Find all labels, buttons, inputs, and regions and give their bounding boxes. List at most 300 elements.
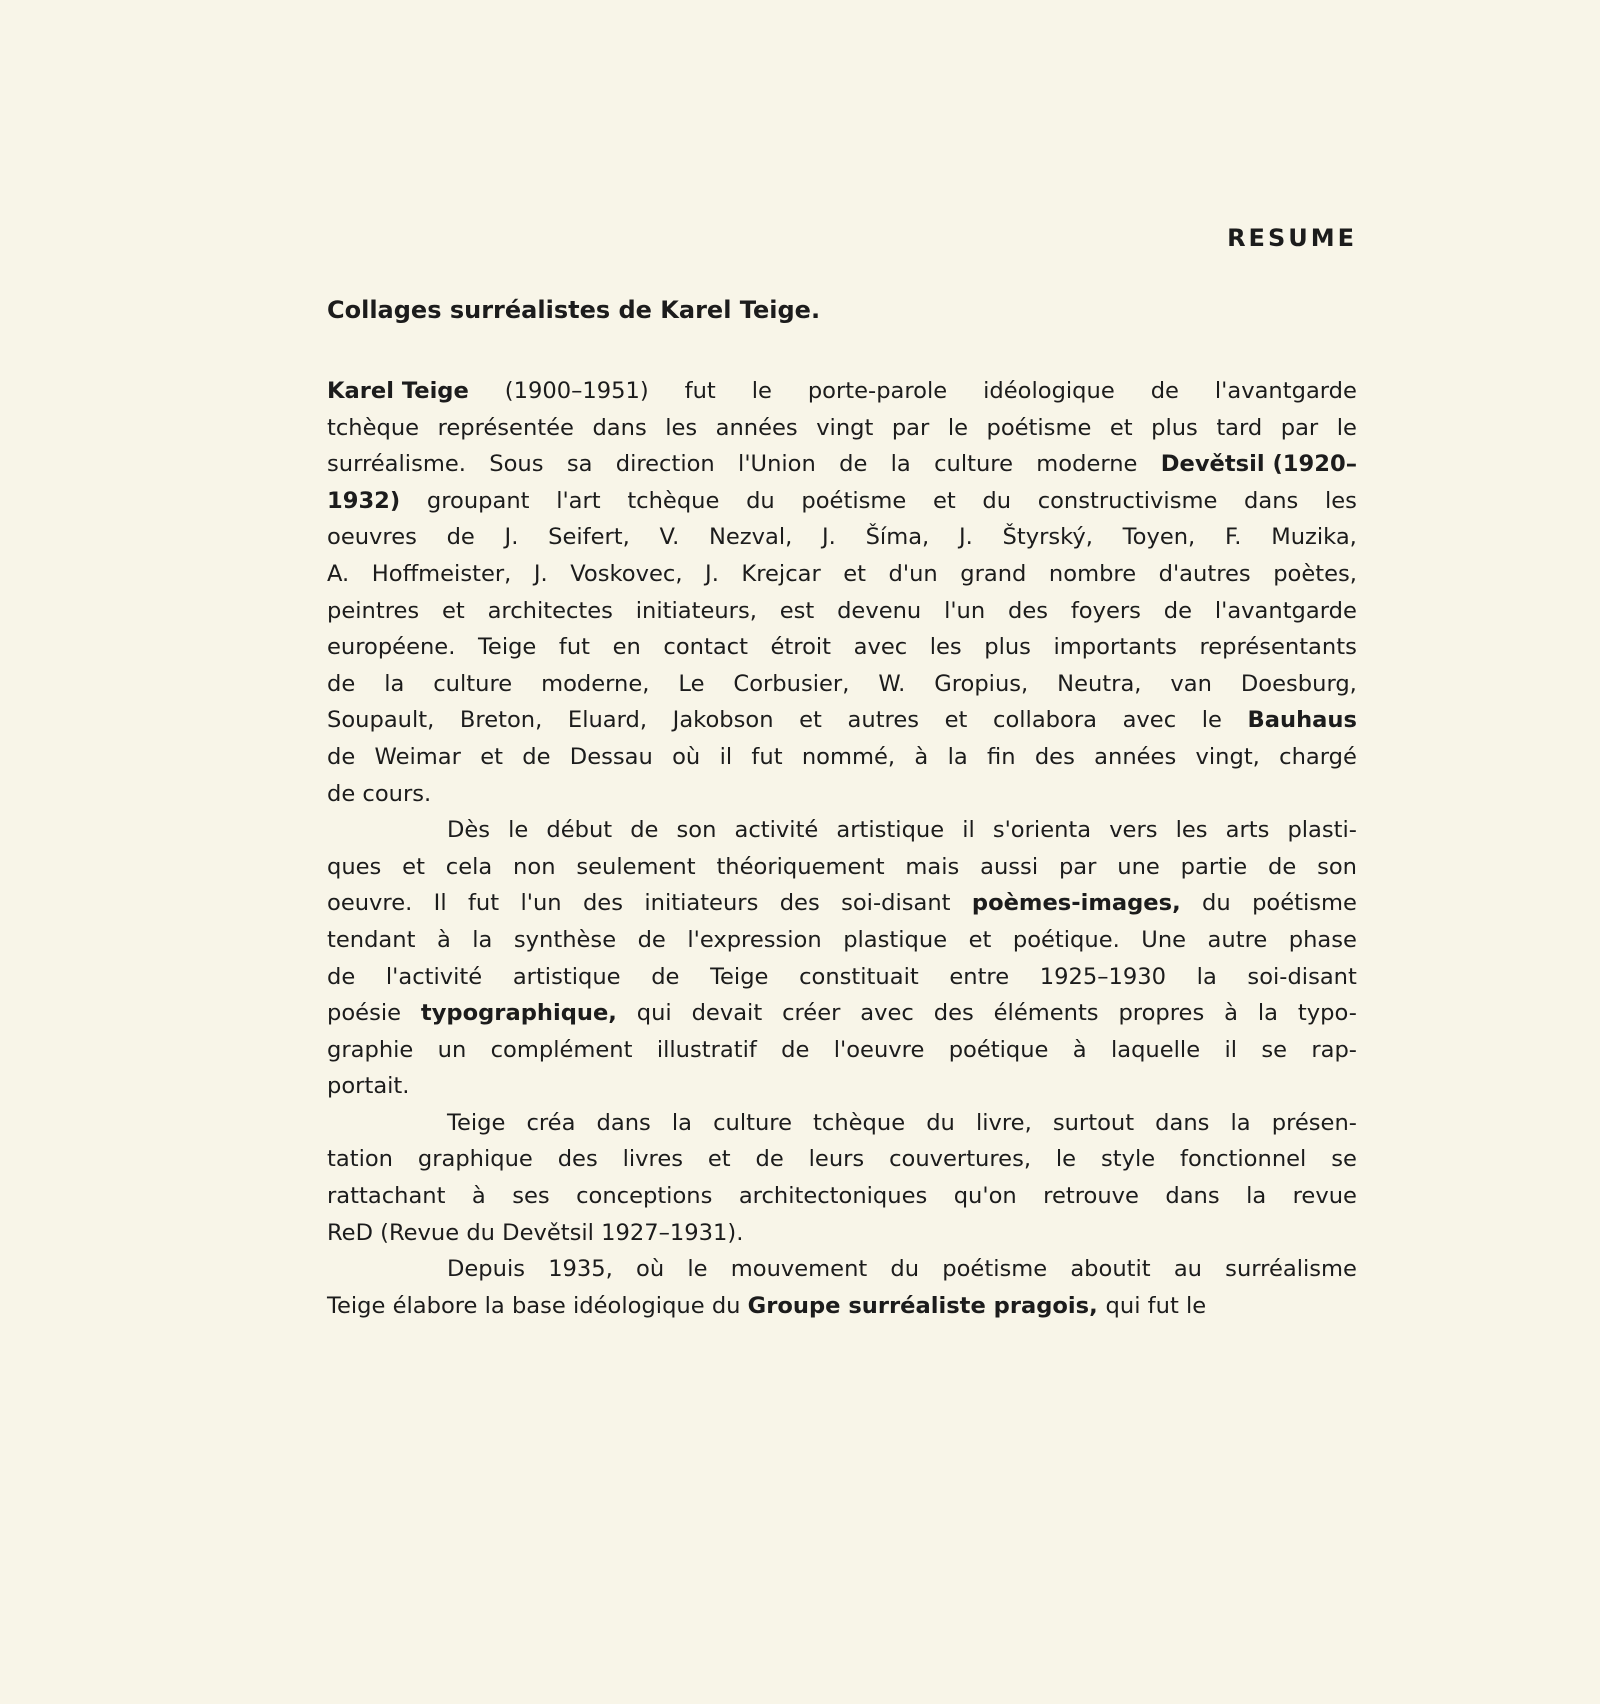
- word: l'Union: [738, 451, 816, 478]
- word: J.: [705, 560, 719, 587]
- word: cela: [445, 853, 493, 880]
- word: Toyen,: [1122, 524, 1196, 551]
- word: et: [707, 1146, 731, 1173]
- word: les: [929, 634, 962, 661]
- word: Soupault,: [327, 707, 435, 734]
- word: étroit: [770, 634, 832, 661]
- word: Une: [1141, 926, 1187, 953]
- section-heading: RESUME: [1227, 224, 1357, 252]
- text-line: [327, 1288, 1357, 1325]
- word: il: [1224, 1036, 1237, 1063]
- word: direction: [615, 451, 715, 478]
- word: qui: [636, 1000, 672, 1027]
- word: contact: [663, 634, 748, 661]
- word: collabora: [993, 707, 1097, 734]
- word: de: [1267, 853, 1297, 880]
- word: le: [1186, 1292, 1207, 1319]
- text-line: [327, 922, 1357, 959]
- word: Nezval,: [708, 524, 793, 551]
- word: Teige: [710, 963, 769, 990]
- word: Depuis: [447, 1256, 526, 1283]
- word: Dès: [447, 817, 491, 844]
- word: par: [1280, 414, 1319, 441]
- word: Šíma,: [865, 524, 930, 551]
- bold-word: Bauhaus: [1247, 707, 1357, 734]
- word: un: [437, 1036, 467, 1063]
- word: théoriquement: [716, 853, 885, 880]
- word: poétique.: [1012, 926, 1120, 953]
- word: où: [672, 743, 701, 770]
- word: de: [781, 1036, 810, 1063]
- word: années: [1094, 743, 1177, 770]
- word: le: [751, 378, 772, 404]
- word: l'art: [556, 487, 601, 514]
- word: grand: [960, 560, 1027, 587]
- text-line: [327, 739, 1357, 776]
- word: base: [511, 1292, 574, 1319]
- word: il: [719, 743, 733, 770]
- word: à: [914, 743, 929, 770]
- word: est: [779, 597, 815, 624]
- word: des: [779, 890, 820, 917]
- word: soi-disant: [1247, 963, 1357, 990]
- text-line: [327, 629, 1357, 666]
- text-line: [327, 410, 1357, 447]
- word: graphique: [417, 1146, 533, 1173]
- word: aussi: [980, 853, 1039, 880]
- word: par: [891, 414, 930, 441]
- word: tendant: [327, 926, 416, 953]
- word: représentants: [1199, 634, 1357, 661]
- word: J.: [504, 524, 519, 551]
- word: constituait: [799, 963, 919, 990]
- word: la: [1196, 963, 1217, 990]
- word: initiateurs: [644, 890, 759, 917]
- word: les: [665, 414, 698, 441]
- word: Doesburg,: [1240, 670, 1357, 697]
- word: à: [1224, 1000, 1238, 1027]
- word: en: [612, 634, 641, 661]
- word: rattachant: [327, 1183, 446, 1210]
- text-line: [327, 1251, 1357, 1288]
- word: du: [746, 487, 775, 514]
- word: d'autres: [1158, 560, 1251, 587]
- text-line: [327, 1032, 1357, 1069]
- text-line: [327, 812, 1357, 849]
- text-line: [327, 666, 1357, 703]
- word: qu'on: [953, 1183, 1017, 1210]
- word: de: [327, 963, 356, 990]
- word: plastique: [843, 926, 948, 953]
- word: Weimar: [374, 743, 461, 770]
- word: devenu: [837, 597, 922, 624]
- word: de: [755, 1146, 784, 1173]
- word: artistique: [512, 963, 621, 990]
- word: l'expression: [687, 926, 822, 953]
- word: la: [484, 1292, 512, 1319]
- word: laquelle: [1110, 1036, 1201, 1063]
- word: et: [944, 707, 968, 734]
- word: partie: [1180, 853, 1248, 880]
- word: se: [1261, 1036, 1287, 1063]
- word: Seifert,: [548, 524, 630, 551]
- word: culture: [433, 670, 513, 697]
- word: fut: [1147, 1292, 1186, 1319]
- word: poètes,: [1273, 560, 1357, 587]
- word: avec: [1122, 707, 1177, 734]
- word: (1900–1951): [504, 378, 649, 404]
- word: Muzika,: [1271, 524, 1357, 551]
- word: le: [1336, 414, 1357, 441]
- word: à: [436, 926, 451, 953]
- word: groupant: [426, 487, 530, 514]
- word: l'oeuvre: [833, 1036, 925, 1063]
- word: avec: [860, 1000, 914, 1027]
- word: ques: [327, 853, 382, 880]
- word: Krejcar: [741, 560, 821, 587]
- word: le: [947, 414, 968, 441]
- word: du: [1202, 890, 1231, 917]
- word: Eluard,: [567, 707, 648, 734]
- word: tchèque: [627, 487, 720, 514]
- word: complément: [490, 1036, 633, 1063]
- word: dans: [1165, 1183, 1220, 1210]
- word: F.: [1224, 524, 1242, 551]
- bold-word: poèmes-images,: [971, 890, 1181, 917]
- word: la: [1246, 1183, 1267, 1210]
- word: vingt: [816, 414, 874, 441]
- word: revue: [1292, 1183, 1357, 1210]
- word: il: [962, 817, 975, 844]
- word: l'un: [944, 597, 986, 624]
- word: son: [1317, 853, 1357, 880]
- word: s'orienta: [992, 817, 1092, 844]
- word: et: [441, 597, 465, 624]
- word: au: [1173, 1256, 1202, 1283]
- word: idéologique: [983, 378, 1115, 404]
- article-body: [327, 373, 1357, 1324]
- word: poésie: [327, 1000, 402, 1027]
- bold-word: 1932): [327, 487, 401, 514]
- word: et: [402, 853, 425, 880]
- word: de: [327, 743, 356, 770]
- word: non: [513, 853, 556, 880]
- word: poétisme: [942, 1256, 1048, 1283]
- word: tard: [1216, 414, 1263, 441]
- word: Breton,: [459, 707, 543, 734]
- text-line: [327, 995, 1357, 1032]
- word: leurs: [808, 1146, 865, 1173]
- word: de: [1163, 597, 1193, 624]
- word: qui: [1105, 1292, 1148, 1319]
- word: vers: [1109, 817, 1158, 844]
- word: du: [711, 1292, 748, 1319]
- text-line: [327, 1215, 1357, 1252]
- word: les: [1324, 487, 1357, 514]
- word: du: [982, 487, 1012, 514]
- word: début: [546, 817, 613, 844]
- word: élabore: [392, 1292, 485, 1319]
- text-line: [327, 959, 1357, 996]
- text-line: [327, 446, 1357, 483]
- text-line: [327, 483, 1357, 520]
- text-line: [327, 849, 1357, 886]
- word: se: [1331, 1146, 1357, 1173]
- word: J.: [958, 524, 973, 551]
- word: la: [947, 743, 968, 770]
- word: architectoniques: [738, 1183, 928, 1210]
- word: une: [1117, 853, 1160, 880]
- word: la: [1257, 1000, 1278, 1027]
- word: autre: [1207, 926, 1268, 953]
- word: années: [715, 414, 798, 441]
- word: dans: [1155, 1109, 1210, 1136]
- word: avec: [853, 634, 908, 661]
- bold-word: Devětsil (1920–: [1160, 451, 1357, 478]
- word: seulement: [576, 853, 696, 880]
- word: fonctionnel: [1180, 1146, 1307, 1173]
- word: nommé,: [801, 743, 896, 770]
- word: idéologique: [573, 1292, 712, 1319]
- word: de: [1150, 378, 1179, 404]
- word: porte-parole: [807, 378, 948, 404]
- word: activité: [734, 817, 819, 844]
- text-line: [327, 1178, 1357, 1215]
- word: Le: [678, 670, 705, 697]
- word: W.: [878, 670, 906, 697]
- bold-word: Groupe surréaliste pragois,: [747, 1292, 1106, 1319]
- word: chargé: [1279, 743, 1357, 770]
- word: van: [1170, 670, 1212, 697]
- word: Teige: [477, 634, 537, 661]
- word: livres: [622, 1146, 683, 1173]
- word: poétisme: [801, 487, 907, 514]
- word: des: [1034, 743, 1075, 770]
- word: où: [636, 1256, 665, 1283]
- word: créer: [782, 1000, 841, 1027]
- word: nombre: [1048, 560, 1137, 587]
- word: 1935,: [548, 1256, 613, 1283]
- word: fin: [986, 743, 1016, 770]
- word: les: [1175, 817, 1208, 844]
- text-line: [327, 1141, 1357, 1178]
- word: constructivisme: [1037, 487, 1218, 514]
- word: par: [1058, 853, 1097, 880]
- word: phase: [1288, 926, 1357, 953]
- word: propres: [1118, 1000, 1205, 1027]
- word: vingt,: [1195, 743, 1260, 770]
- paragraph: [327, 812, 1357, 1105]
- word: peintres: [327, 597, 420, 624]
- word: importants: [1053, 634, 1177, 661]
- word: culture: [713, 1109, 792, 1136]
- word: de: [327, 670, 356, 697]
- word: retrouve: [1043, 1183, 1139, 1210]
- word: aboutit: [1070, 1256, 1151, 1283]
- word: Teige: [327, 1292, 393, 1319]
- word: Neutra,: [1057, 670, 1142, 697]
- word: du: [926, 1109, 955, 1136]
- word: des: [1008, 597, 1049, 624]
- word: style: [1100, 1146, 1156, 1173]
- word: l'un: [520, 890, 562, 917]
- word: dans: [1244, 487, 1299, 514]
- word: et: [968, 926, 992, 953]
- paragraph: [327, 373, 1357, 812]
- word: fut: [751, 743, 783, 770]
- word: de: [522, 743, 551, 770]
- word: portait.: [327, 1073, 410, 1100]
- word: et: [480, 743, 503, 770]
- word: arts: [1225, 817, 1270, 844]
- word: tchèque: [813, 1109, 906, 1136]
- word: dans: [592, 414, 647, 441]
- word: poétisme: [1252, 890, 1357, 917]
- word: de: [839, 451, 868, 478]
- word: surréalisme: [1225, 1256, 1357, 1283]
- word: poétique: [948, 1036, 1049, 1063]
- word: ses: [512, 1183, 550, 1210]
- word: et: [1109, 414, 1133, 441]
- word: Voskovec,: [570, 560, 683, 587]
- word: créa: [526, 1109, 576, 1136]
- word: la: [384, 670, 405, 697]
- word: des: [933, 1000, 974, 1027]
- word: Il: [433, 890, 447, 917]
- word: surtout: [1052, 1109, 1135, 1136]
- article-title: Collages surréalistes de Karel Teige.: [327, 296, 821, 324]
- word: représentée: [437, 414, 574, 441]
- word: graphie: [327, 1036, 414, 1063]
- word: rap-: [1311, 1036, 1357, 1063]
- word: architectes: [487, 597, 613, 624]
- text-line: [327, 702, 1357, 739]
- word: le: [508, 817, 529, 844]
- word: surréalisme.: [327, 451, 466, 478]
- word: et: [843, 560, 867, 587]
- word: fut: [558, 634, 591, 661]
- word: livre,: [975, 1109, 1032, 1136]
- word: artistique: [836, 817, 945, 844]
- word: typo-: [1297, 1000, 1357, 1027]
- bold-word: Karel Teige: [327, 378, 469, 404]
- bold-word: typographique,: [420, 1000, 617, 1027]
- word: 1925–1930: [1039, 963, 1167, 990]
- word: de cours.: [327, 780, 432, 807]
- word: à: [1072, 1036, 1087, 1063]
- word: l'activité: [385, 963, 483, 990]
- word: la: [472, 926, 493, 953]
- text-line: [327, 776, 1357, 813]
- text-line: [327, 1105, 1357, 1142]
- word: Corbusier,: [733, 670, 850, 697]
- word: Hoffmeister,: [371, 560, 512, 587]
- word: tation: [327, 1146, 393, 1173]
- word: conceptions: [576, 1183, 713, 1210]
- word: et: [799, 707, 822, 734]
- word: moderne,: [541, 670, 650, 697]
- word: couvertures,: [889, 1146, 1032, 1173]
- word: sa: [566, 451, 593, 478]
- word: l'avantgarde: [1214, 378, 1357, 404]
- word: l'avantgarde: [1214, 597, 1357, 624]
- paragraph: [327, 1251, 1357, 1324]
- word: Sous: [489, 451, 544, 478]
- paragraph: [327, 1105, 1357, 1251]
- word: le: [687, 1256, 708, 1283]
- word: initiateurs,: [635, 597, 757, 624]
- word: fut: [684, 378, 716, 404]
- text-line: [327, 519, 1357, 556]
- word: mouvement: [730, 1256, 868, 1283]
- word: Štyrský,: [1002, 524, 1093, 551]
- word: poétisme: [986, 414, 1092, 441]
- word: Gropius,: [934, 670, 1029, 697]
- word: plasti-: [1287, 817, 1357, 844]
- word: oeuvres: [327, 524, 417, 551]
- word: synthèse: [513, 926, 617, 953]
- word: fut: [467, 890, 500, 917]
- text-line: [327, 556, 1357, 593]
- word: illustratif: [656, 1036, 757, 1063]
- word: le: [1055, 1146, 1077, 1173]
- word: éléments: [993, 1000, 1099, 1027]
- word: foyers: [1070, 597, 1141, 624]
- word: plus: [984, 634, 1031, 661]
- word: autres: [847, 707, 920, 734]
- word: du: [890, 1256, 920, 1283]
- text-line: [327, 373, 1357, 410]
- word: tchèque: [327, 414, 420, 441]
- word: la: [1230, 1109, 1251, 1136]
- word: mais: [905, 853, 960, 880]
- word: soi-disant: [841, 890, 951, 917]
- word: européene.: [327, 634, 456, 661]
- word: de: [630, 817, 659, 844]
- word: dans: [596, 1109, 651, 1136]
- word: ReD (Revue du Devětsil 1927–1931).: [327, 1219, 744, 1246]
- word: plus: [1151, 414, 1198, 441]
- word: de: [651, 963, 680, 990]
- word: A.: [327, 560, 350, 587]
- word: de: [637, 926, 666, 953]
- word: V.: [659, 524, 680, 551]
- word: et: [932, 487, 956, 514]
- word: J.: [822, 524, 836, 551]
- word: Teige: [447, 1109, 506, 1136]
- text-line: [327, 1068, 1357, 1105]
- word: présen-: [1271, 1109, 1357, 1136]
- word: des: [557, 1146, 598, 1173]
- word: le: [1201, 707, 1222, 734]
- text-line: [327, 593, 1357, 630]
- word: devait: [691, 1000, 763, 1027]
- text-line: [327, 885, 1357, 922]
- word: des: [582, 890, 623, 917]
- word: la: [890, 451, 911, 478]
- word: culture: [934, 451, 1013, 478]
- word: J.: [533, 560, 548, 587]
- word: Dessau: [569, 743, 653, 770]
- word: la: [671, 1109, 692, 1136]
- word: d'un: [888, 560, 938, 587]
- word: entre: [949, 963, 1010, 990]
- word: à: [471, 1183, 486, 1210]
- word: Jakobson: [672, 707, 774, 734]
- word: son: [676, 817, 717, 844]
- word: moderne: [1036, 451, 1138, 478]
- word: de: [446, 524, 475, 551]
